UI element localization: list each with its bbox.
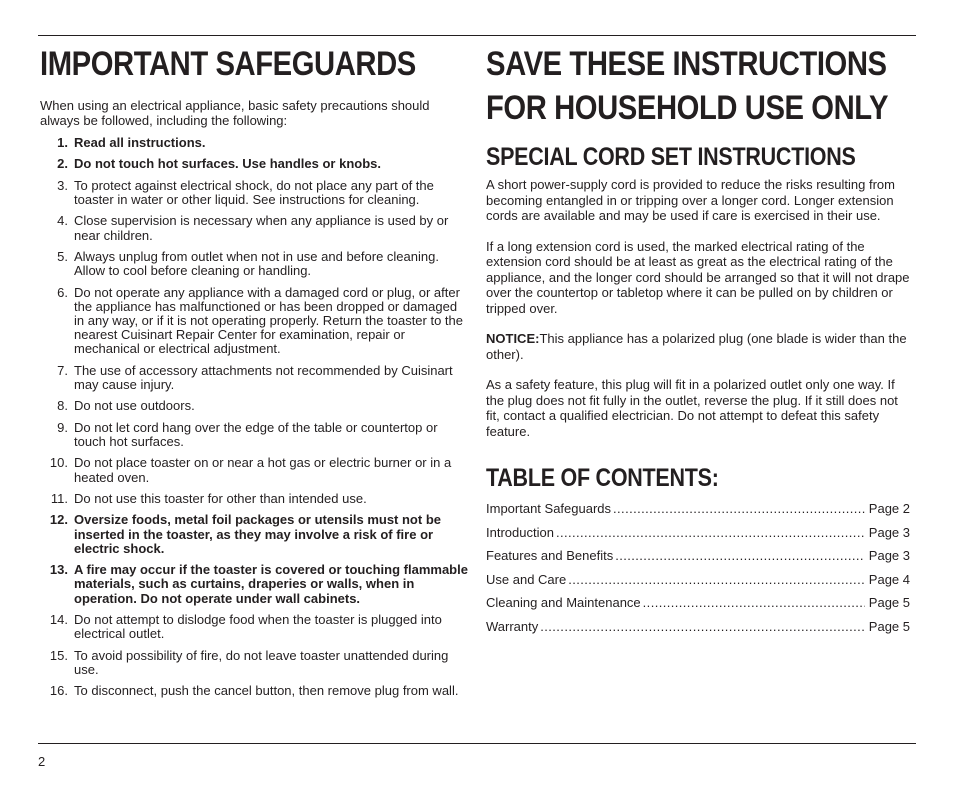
toc-label: Warranty xyxy=(486,618,539,634)
toc-leader-dots xyxy=(643,595,865,610)
safeguard-item xyxy=(40,421,468,449)
toc-row xyxy=(486,525,910,549)
safeguard-number: 16. xyxy=(49,683,68,699)
safeguard-number: 5. xyxy=(57,248,68,264)
toc-page: Page 3 xyxy=(868,524,910,540)
safeguard-item xyxy=(40,364,468,392)
safeguard-number: 10. xyxy=(49,455,68,471)
toc-leader-dots xyxy=(556,525,865,540)
safeguard-number: 3. xyxy=(57,177,68,193)
toc-label: Use and Care xyxy=(486,571,567,587)
safeguard-item xyxy=(40,157,468,171)
safeguard-item xyxy=(40,136,468,150)
safeguard-number: 9. xyxy=(57,419,68,435)
toc-page: Page 5 xyxy=(868,595,910,610)
toc-leader-dots xyxy=(613,501,865,516)
toc-row xyxy=(486,619,910,643)
instructions-column xyxy=(486,42,910,642)
cord-paragraph-4: As a safety feature, this plug will fit in a polarized outlet only one way. If the plug does not fit fully in the outlet, reverse the plug. If it still does not fit, contact a qualified electrician. Do not attempt to defeat this safety feature. xyxy=(486,377,898,439)
cord-paragraph-1: A short power-supply cord is provided to reduce the risks resulting from becoming entangled in or tripping over a longer cord. Longer extension cords are available and may be used if care is exercised in their use. xyxy=(486,177,895,223)
toc-page: Page 4 xyxy=(868,571,910,587)
safeguard-text: Do not use outdoors. xyxy=(74,398,195,414)
safeguard-text: Oversize foods, metal foil packages or utensils must not be inserted in the toaster, as they may involve a risk of fire or electric shock. xyxy=(74,512,441,556)
safeguards-column xyxy=(40,42,468,706)
safeguard-text: To disconnect, push the cancel button, then remove plug from wall. xyxy=(74,683,459,699)
bottom-rule xyxy=(38,743,916,744)
safeguards-intro: When using an electrical appliance, basic safety precautions should always be followed, including the following: xyxy=(40,98,430,128)
safeguard-number: 12. xyxy=(49,512,68,528)
safeguard-number: 15. xyxy=(49,647,68,663)
safeguard-number: 4. xyxy=(57,213,68,229)
safeguard-text: To protect against electrical shock, do not place any part of the toaster in water or other liquid. See instructions for cleaning. xyxy=(74,177,434,207)
notice-paragraph xyxy=(486,331,910,362)
safeguard-item xyxy=(40,399,468,413)
safeguard-text: Always unplug from outlet when not in use and before cleaning. Allow to cool before cleaning or handling. xyxy=(74,248,439,279)
safeguard-text: Close supervision is necessary when any appliance is used by or near children. xyxy=(74,213,449,243)
safeguard-item xyxy=(40,513,468,556)
safeguard-text: A fire may occur if the toaster is covered or touching flammable materials, such as curtains, draperies or walls, when in operation. Do not operate under wall cabinets. xyxy=(74,562,468,606)
safeguard-item xyxy=(40,563,468,606)
safeguard-text: Read all instructions. xyxy=(74,135,206,150)
save-title-line1: SAVE THESE INSTRUCTIONS xyxy=(486,45,887,83)
safeguard-text: To avoid possibility of fire, do not leave toaster unattended during use. xyxy=(74,647,449,677)
safeguard-item xyxy=(40,179,468,207)
safeguard-text: Do not use this toaster for other than intended use. xyxy=(74,490,367,506)
safeguard-number: 1. xyxy=(57,135,68,150)
cord-paragraph-2: If a long extension cord is used, the marked electrical rating of the extension cord should be at least as great as the electrical rating of the appliance, and the longer cord should be arranged so that it will not drape over the countertop or tabletop where it can be pulled on by children or tripped over. xyxy=(486,238,910,316)
toc-leader-dots xyxy=(540,619,865,634)
safeguard-text: The use of accessory attachments not recommended by Cuisinart may cause injury. xyxy=(74,362,453,392)
safeguard-item xyxy=(40,214,468,242)
notice-label: NOTICE: xyxy=(486,331,540,346)
safeguard-item xyxy=(40,613,468,641)
safeguards-list xyxy=(40,136,468,698)
safeguard-item xyxy=(40,492,468,506)
safeguard-text: Do not operate any appliance with a damaged cord or plug, or after the appliance has malfunctioned or has been dropped or damaged in any way, or if it is not operating properly. Return the toaster to the nearest Cuisinart Repair Center for examination, repair or mechanical or electrical adjustment. xyxy=(74,284,463,357)
safeguard-text: Do not let cord hang over the edge of the table or countertop or touch hot surfaces. xyxy=(74,419,438,449)
safeguards-title: IMPORTANT SAFEGUARDS xyxy=(40,45,416,83)
safeguard-item xyxy=(40,286,468,357)
toc-row xyxy=(486,501,910,525)
toc-row xyxy=(486,548,910,572)
toc-leader-dots xyxy=(615,548,865,563)
toc-row xyxy=(486,572,910,596)
safeguard-number: 8. xyxy=(57,398,68,414)
safeguard-text: Do not place toaster on or near a hot gas or electric burner or in a heated oven. xyxy=(74,455,452,485)
toc-page: Page 3 xyxy=(868,548,910,563)
toc-label: Introduction xyxy=(486,524,554,540)
toc-heading: TABLE OF CONTENTS: xyxy=(486,464,719,492)
toc-label: Important Safeguards xyxy=(486,501,612,516)
toc-page: Page 5 xyxy=(868,618,910,634)
safeguard-number: 13. xyxy=(49,562,68,578)
safeguard-number: 2. xyxy=(57,156,68,172)
save-title-line2: FOR HOUSEHOLD USE ONLY xyxy=(486,89,889,127)
safeguard-item xyxy=(40,456,468,484)
toc-list xyxy=(486,501,910,642)
top-rule xyxy=(38,35,916,36)
safeguard-text: Do not attempt to dislodge food when the toaster is plugged into electrical outlet. xyxy=(74,611,442,642)
notice-text: This appliance has a polarized plug (one blade is wider than the other). xyxy=(486,331,907,362)
page-number: 2 xyxy=(38,754,46,769)
safeguard-number: 11. xyxy=(50,490,68,506)
toc-label: Cleaning and Maintenance xyxy=(486,595,641,610)
safeguard-number: 6. xyxy=(57,284,68,300)
safeguard-number: 14. xyxy=(49,611,68,627)
safeguard-number: 7. xyxy=(57,362,68,378)
toc-label: Features and Benefits xyxy=(486,548,614,563)
safeguard-item xyxy=(40,250,468,278)
toc-page: Page 2 xyxy=(868,501,910,516)
cord-heading: SPECIAL CORD SET INSTRUCTIONS xyxy=(486,143,856,171)
safeguard-item xyxy=(40,649,468,677)
toc-row xyxy=(486,595,910,619)
toc-leader-dots xyxy=(568,572,865,587)
safeguard-text: Do not touch hot surfaces. Use handles or knobs. xyxy=(74,156,381,172)
safeguard-item xyxy=(40,684,468,698)
